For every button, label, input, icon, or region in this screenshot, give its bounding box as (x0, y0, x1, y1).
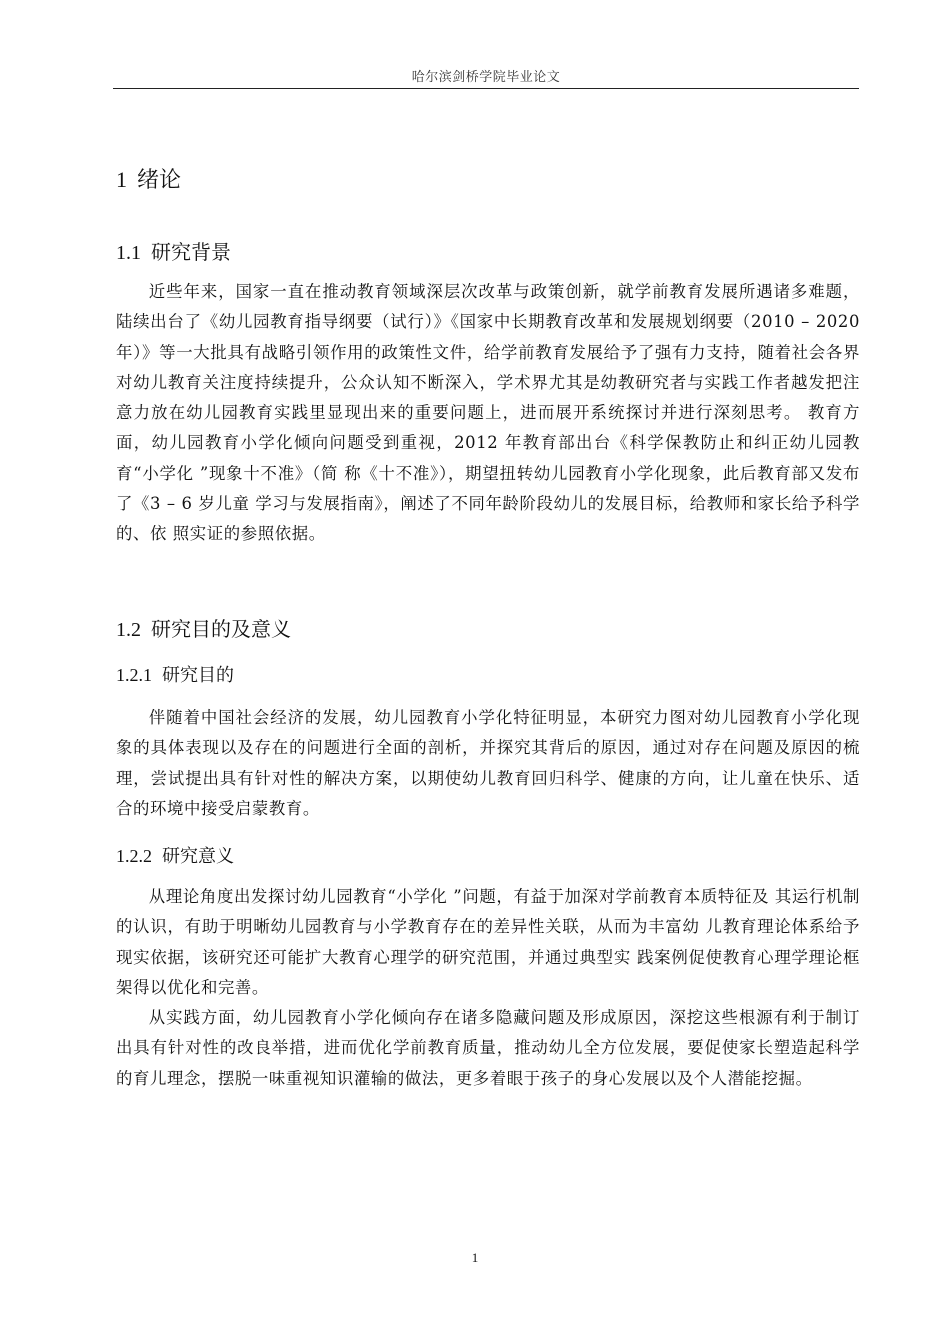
paragraph-significance-practice: 从实践方面，幼儿园教育小学化倾向存在诸多隐藏问题及形成原因，深挖这些根源有利于制订出具有针对性的改良举措，进而优化学前教育质量，推动幼儿全方位发展，要促使家长塑造起科学的育儿理念，摆脱一味重视知识灌输的做法，更多着眼于孩子的身心发展以及个人潜能挖掘。 (116, 1008, 860, 1088)
subsection-heading-significance (116, 842, 234, 868)
header-divider (113, 88, 859, 89)
chapter-title: 绪论 (137, 168, 182, 193)
paragraph-purpose: 伴随着中国社会经济的发展，幼儿园教育小学化特征明显，本研究力图对幼儿园教育小学化现象的具体表现以及存在的问题进行全面的剖析，并探究其背后的原因，通过对存在问题及原因的梳理，尝试提出具有针对性的解决方案，以期使幼儿教育回归科学、健康的方向，让儿童在快乐、适合的环境中接受启蒙教育。 (116, 708, 860, 818)
subsection-number: 1.2.1 (116, 665, 152, 685)
subsection-heading-purpose (116, 661, 234, 687)
paragraph-background: 近些年来，国家一直在推动教育领域深层次改革与政策创新，就学前教育发展所遇诸多难题，陆续出台了《幼儿园教育指导纲要（试行）》《国家中长期教育改革和发展规划纲要（2010 – 2020 年）》等一大批具有战略引领作用的政策性文件，给学前教育发展给予了强有力支持，随着社会各界对幼儿教育关注度持续提升，公众认知不断深入，学术界尤其是幼教研究者与实践工作者越发把注意力放在幼儿园教育实践里显现出来的重要问题上，进而展开系统探讨并进行深刻思考。 教育方面，幼儿园教育小学化倾向问题受到重视，2012 年教育部出台《科学保教防止和纠正幼儿园教育“小学化 ”现象十不准》（简 称《十不准》），期望扭转幼儿园教育小学化现象，此后教育部又发布了《3 – 6 岁儿童 学习与发展指南》，阐述了不同年龄阶段幼儿的发展目标，给教师和家长给予科学的、依 照实证的参照依据。 (116, 282, 860, 544)
page-number: 1 (471, 1250, 479, 1265)
section-heading-purpose-significance (116, 613, 291, 642)
section-heading-background (116, 236, 231, 265)
chapter-number: 1 (116, 167, 127, 192)
section-title: 研究背景 (151, 240, 231, 264)
subsection-title: 研究意义 (162, 846, 234, 867)
subsection-number: 1.2.2 (116, 846, 152, 866)
chapter-heading (116, 163, 181, 194)
section-title: 研究目的及意义 (151, 617, 291, 641)
subsection-title: 研究目的 (162, 665, 234, 686)
section-number: 1.2 (116, 619, 141, 641)
page-header-title: 哈尔滨剑桥学院毕业论文 (411, 70, 561, 85)
section-number: 1.1 (116, 242, 141, 264)
paragraph-significance-theory: 从理论角度出发探讨幼儿园教育“小学化 ”问题，有益于加深对学前教育本质特征及 其运行机制的认识，有助于明晰幼儿园教育与小学教育存在的差异性关联，从而为丰富幼 儿教育理论体系给予现实依据，该研究还可能扩大教育心理学的研究范围，并通过典型实 践案例促使教育心理学理论框架得以优化和完善。 (116, 887, 860, 997)
